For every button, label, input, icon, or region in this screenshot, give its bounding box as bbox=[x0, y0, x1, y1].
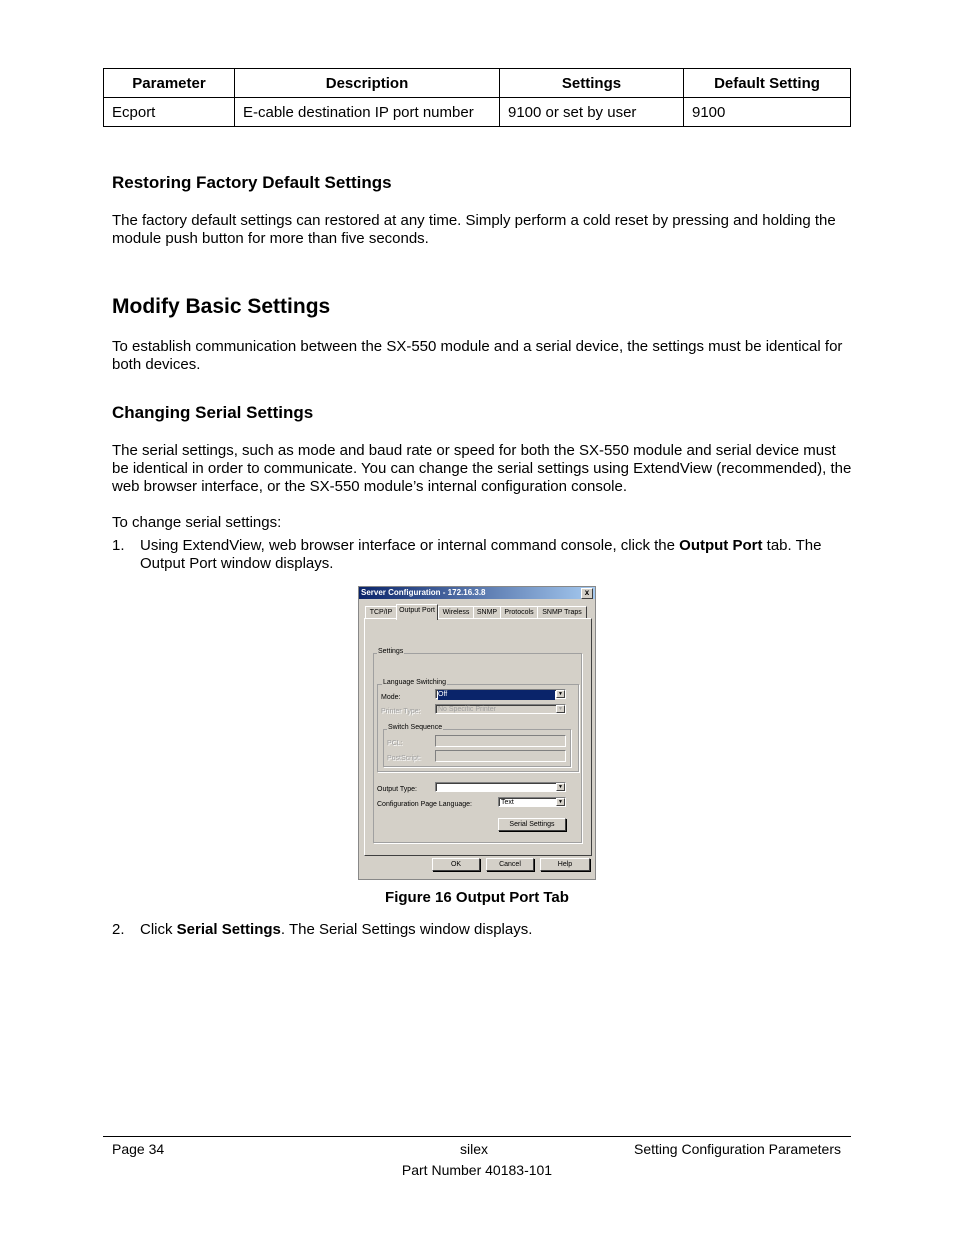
header-parameter: Parameter bbox=[104, 69, 235, 98]
cancel-button[interactable]: Cancel bbox=[486, 858, 534, 871]
tab-snmp-traps[interactable]: SNMP Traps bbox=[537, 606, 587, 619]
dialog-title-bar bbox=[359, 587, 595, 599]
serial-text: The serial settings, such as mode and baud rate or speed for both the SX-550 module and serial device must be identical in order to communicate. You can change the serial settings using ExtendView (recommended), the web browser interface, or the SX-550 module’s internal configuration console. bbox=[112, 442, 852, 495]
step-bold: Serial Settings bbox=[176, 921, 281, 938]
chevron-down-icon[interactable]: ▼ bbox=[556, 798, 565, 806]
mode-label: Mode: bbox=[381, 694, 401, 701]
cell-default: 9100 bbox=[684, 98, 851, 127]
server-configuration-dialog bbox=[358, 586, 596, 880]
intro-text: To change serial settings: bbox=[112, 514, 282, 531]
step-text-part: Click bbox=[140, 921, 177, 938]
footer-section: Setting Configuration Parameters bbox=[634, 1141, 841, 1157]
footer-page: Page 34 bbox=[112, 1141, 165, 1157]
footer-company: silex bbox=[460, 1141, 489, 1157]
postscript-label: PostScript: bbox=[387, 755, 421, 762]
switch-sequence-label: Switch Sequence bbox=[388, 724, 443, 731]
step-text-part: . The Serial Settings window displays. bbox=[280, 921, 533, 938]
config-page-language-label: Configuration Page Language: bbox=[377, 801, 472, 808]
dialog-title: Server Configuration - 172.16.3.8 bbox=[361, 588, 486, 597]
restoring-heading: Restoring Factory Default Settings bbox=[112, 173, 392, 192]
pcl-field[interactable] bbox=[435, 735, 566, 747]
footer-divider bbox=[103, 1136, 851, 1137]
cell-parameter: Ecport bbox=[104, 98, 235, 127]
chevron-down-icon[interactable]: ▼ bbox=[556, 783, 565, 791]
tab-snmp[interactable]: SNMP bbox=[473, 606, 501, 619]
step-bold: Output Port bbox=[679, 537, 763, 554]
footer-part-number: Part Number 40183-101 bbox=[401, 1162, 553, 1178]
chevron-down-icon[interactable]: ▼ bbox=[556, 690, 565, 698]
mode-value: Off bbox=[438, 690, 555, 700]
step-text-part: tab. The Output Port window displays. bbox=[140, 537, 822, 572]
cell-description: E-cable destination IP port number bbox=[235, 98, 500, 127]
modify-text: To establish communication between the SX-550 module and a serial device, the settings must be identical for both devices. bbox=[112, 338, 843, 373]
printer-type-select[interactable] bbox=[435, 704, 566, 714]
table-header-row bbox=[104, 69, 851, 98]
printer-type-value: No Specific Printer bbox=[438, 706, 496, 713]
tab-protocols[interactable]: Protocols bbox=[500, 606, 538, 619]
help-button[interactable]: Help bbox=[540, 858, 590, 871]
postscript-field[interactable] bbox=[435, 750, 566, 762]
step-text-part: Using ExtendView, web browser interface or internal command console, click the bbox=[140, 537, 680, 554]
modify-heading: Modify Basic Settings bbox=[112, 295, 331, 318]
header-default-setting: Default Setting bbox=[684, 69, 851, 98]
step-number: 1. bbox=[112, 537, 125, 554]
printer-type-label: Printer Type: bbox=[381, 708, 421, 715]
chevron-down-icon[interactable]: ▼ bbox=[556, 705, 565, 713]
serial-heading: Changing Serial Settings bbox=[112, 403, 314, 422]
language-switching-label: Language Switching bbox=[383, 679, 447, 686]
tab-tcpip[interactable]: TCP/IP bbox=[365, 606, 397, 619]
mode-select[interactable] bbox=[435, 689, 566, 699]
close-icon[interactable]: x bbox=[581, 588, 593, 599]
tab-wireless[interactable]: Wireless bbox=[438, 606, 474, 619]
output-type-label: Output Type: bbox=[377, 786, 417, 793]
header-settings: Settings bbox=[500, 69, 684, 98]
header-description: Description bbox=[235, 69, 500, 98]
cell-settings: 9100 or set by user bbox=[500, 98, 684, 127]
restoring-text: The factory default settings can restored at any time. Simply perform a cold reset by pressing and holding the module push button for more than five seconds. bbox=[112, 212, 836, 247]
step-number: 2. bbox=[112, 921, 125, 938]
config-page-language-select[interactable] bbox=[498, 797, 566, 807]
parameter-table bbox=[103, 68, 851, 127]
pcl-label: PCL: bbox=[387, 740, 403, 747]
step-text bbox=[140, 921, 850, 939]
tab-output-port[interactable]: Output Port bbox=[396, 604, 438, 620]
config-page-language-value: Text bbox=[501, 799, 514, 806]
output-type-select[interactable] bbox=[435, 782, 566, 792]
table-row bbox=[104, 98, 851, 127]
figure-caption: Figure 16 Output Port Tab bbox=[385, 889, 569, 906]
serial-settings-button[interactable]: Serial Settings bbox=[498, 818, 566, 831]
settings-group-label: Settings bbox=[378, 648, 404, 655]
step-text bbox=[140, 537, 850, 573]
ok-button[interactable]: OK bbox=[432, 858, 480, 871]
